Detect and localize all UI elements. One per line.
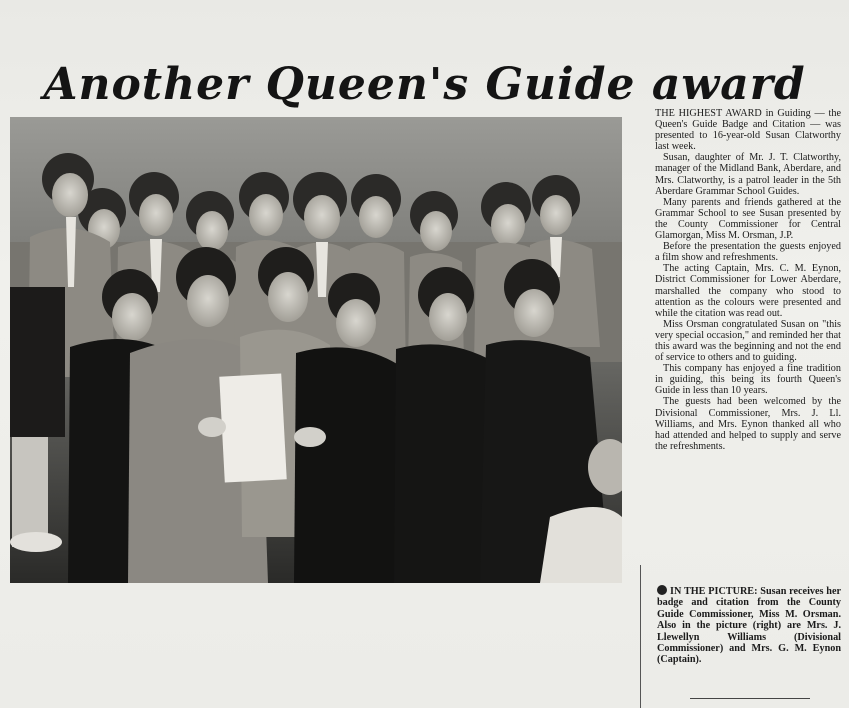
front-row <box>68 247 610 583</box>
article-paragraph: Before the presentation the guests enjoyed a film show and refreshments. <box>655 241 841 264</box>
citation-certificate <box>219 373 286 482</box>
article-paragraph: The guests had been welcomed by the Divisional Commissioner, Mrs. J. Ll. Williams, and Mrs. Eynon thanked all who had attended and helped to supply and serve the refreshments. <box>655 396 841 452</box>
bullet-icon <box>657 585 667 595</box>
article-paragraph: Susan, daughter of Mr. J. T. Clatworthy, manager of the Midland Bank, Aberdare, and Mrs. Clatworthy, is a patrol leader in the 5th Aberdare Grammar School Guides. <box>655 152 841 197</box>
photo-caption <box>657 585 841 666</box>
article-paragraph: Many parents and friends gathered at the Grammar School to see Susan presented by the County Commissioner for Central Glamorgan, Miss M. Orsman, J.P. <box>655 196 841 242</box>
photo-illustration <box>10 117 622 583</box>
article-column <box>655 108 841 452</box>
article-paragraph: The acting Captain, Mrs. C. M. Eynon, District Commissioner for Lower Aberdare, marshalled the company who stood to attention as the colours were presented and while the citation was read out. <box>655 263 841 319</box>
caption-text: IN THE PICTURE: Susan receives her badge and citation from the County Guide Commissioner, Miss M. Orsman. Also in the picture (right) are Mrs. J. Llewellyn Williams (Divisional Commissioner) and Mrs. G. M. Eynon (Captain). <box>657 586 841 666</box>
group-photograph <box>10 117 622 583</box>
article-paragraph: Miss Orsman congratulated Susan on "this very special occasion," and reminded her that this award was the beginning and not the end of service to others and to guiding. <box>655 318 841 364</box>
article-paragraph: This company has enjoyed a fine tradition in guiding, this being its fourth Queen's Guide in less than 10 years. <box>655 363 841 397</box>
headline: Another Queen's Guide award <box>43 59 806 111</box>
article-lead: THE HIGHEST AWARD in Guiding — the Queen's Guide Badge and Citation — was presented to 16-year-old Susan Clatworthy last week. <box>655 108 841 153</box>
end-rule <box>690 698 810 699</box>
column-rule <box>640 565 641 708</box>
